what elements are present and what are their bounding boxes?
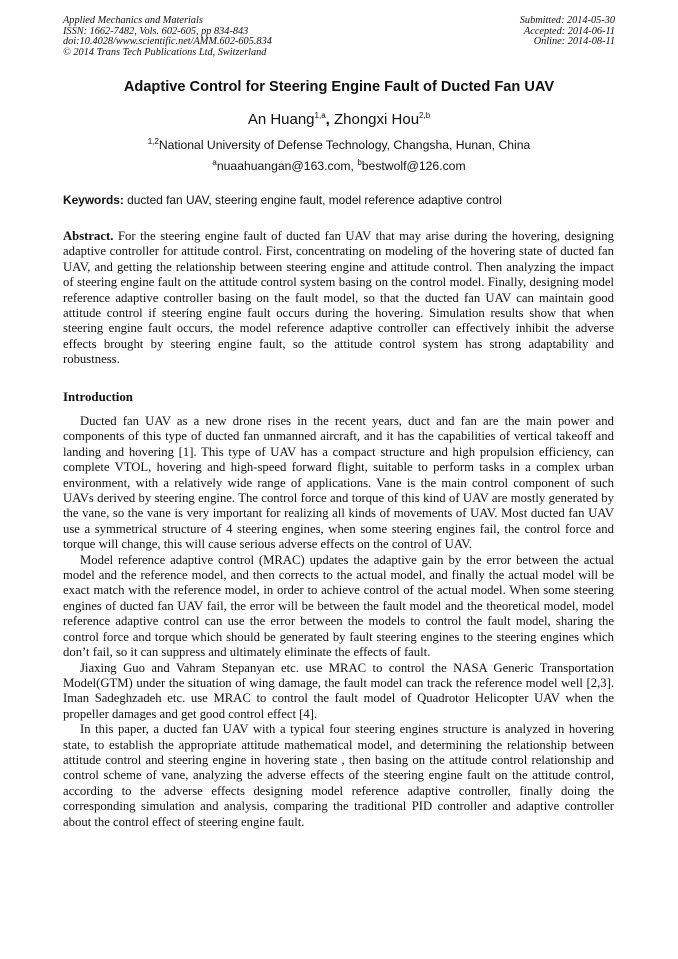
intro-paragraph: Jiaxing Guo and Vahram Stepanyan etc. use MRAC to control the NASA Generic Transportation Model(GTM) under the situation of wing damage, the fault model can track the reference model well [2,3]. Iman Sadeghzadeh etc. use MRAC to control the fault model of Quadrotor Helicopter UAV when the propeller damages and get good control effect [4]. — [63, 660, 614, 721]
author-emails — [0, 159, 678, 173]
author-2-name: Zhongxi Hou — [329, 111, 420, 128]
author-1-name: An Huang — [247, 111, 315, 128]
email-a-superscript: a — [212, 157, 217, 167]
intro-paragraph: Ducted fan UAV as a new drone rises in the recent years, duct and fan are the main power and components of this type of ducted fan unmanned aircraft, and it has the capabilities of vertical takeoff and landing and hovering [1]. This type of UAV has a compact structure and high propulsion efficiency, can complete VTOL, hovering and high-speed forward flight, suitable to perform tasks in a complex urban environment, with a relatively wide range of applications. Vane is the main control component of such UAVs derived by steering engine. The control force and torque of this kind of UAV are mostly generated by the vane, so the vane is very important for realizing all kinds of movements of UAV. Most ducted fan UAV use a symmetrical structure of 4 steering engines, when some steering engines fail, the control force and torque will change, this will cause serious adverse effects on the control of UAV. — [63, 414, 614, 552]
introduction-body — [63, 414, 614, 830]
abstract — [63, 229, 614, 368]
accepted-date: Accepted: 2014-06-11 — [523, 25, 615, 37]
introduction-heading: Introduction — [63, 390, 133, 404]
email-b-superscript: b — [357, 157, 362, 167]
affiliation-superscript: 1,2 — [147, 136, 159, 146]
journal-copyright: © 2014 Trans Tech Publications Ltd, Switzerland — [63, 46, 267, 58]
paper-title: Adaptive Control for Steering Engine Fault of Ducted Fan UAV — [123, 79, 555, 95]
journal-header-right — [520, 16, 615, 48]
affiliation-text: National University of Defense Technology, Changsha, Hunan, China — [158, 138, 531, 152]
intro-paragraph: In this paper, a ducted fan UAV with a typical four steering engines structure is analyzed in hovering state, to establish the appropriate attitude mathematical model, and determining the relationship between attitude control and steering engine in hovering state , then basing on the attitude control relationship and control scheme of vane, analyzing the adverse effects of the steering engine fault on the attitude control, according to the adverse effects designing model reference adaptive controller, finally doing the corresponding simulation and analysis, comparing the traditional PID controller and adaptive controller about the control effect of steering engine fault. — [63, 722, 614, 829]
affiliation — [0, 138, 678, 152]
email-b[interactable]: bestwolf@126.com — [361, 159, 466, 173]
journal-header-left — [63, 16, 272, 58]
abstract-label: Abstract. — [63, 229, 114, 243]
author-2-superscript: 2,b — [419, 111, 431, 120]
journal-doi[interactable]: doi:10.4028/www.scientific.net/AMM.602-605.834 — [63, 36, 272, 48]
author-line — [0, 111, 678, 128]
author-separator: , — [325, 111, 330, 128]
email-a[interactable]: nuaahuangan@163.com, — [216, 159, 358, 173]
author-1-superscript: 1,a — [314, 111, 326, 120]
journal-issn: ISSN: 1662-7482, Vols. 602-605, pp 834-843 — [63, 25, 249, 37]
intro-paragraph: Model reference adaptive control (MRAC) updates the adaptive gain by the error between the actual model and the reference model, and then corrects to the actual model, and finally the actual model will be exact match with the reference model, in order to achieve control of the actual model. When some steering engines of ducted fan UAV fail, the error will be between the fault model and the theoretical model, model reference adaptive control can use the error between the models to control the fault model, sharing the control force and torque which should be generated by fault steering engines to the steering engines which don’t fail, so it can suppress and ultimately eliminate the effects of fault. — [63, 552, 614, 660]
keywords — [63, 193, 502, 207]
submitted-date: Submitted: 2014-05-30 — [519, 15, 615, 26]
keywords-label: Keywords: — [63, 193, 124, 207]
abstract-text: For the steering engine fault of ducted fan UAV that may arise during the hovering, designing adaptive controller for attitude control. First, concentrating on modeling of the hovering state of ducted fan UAV, and getting the relationship between steering engine and attitude control. Then analyzing the impact of steering engine fault on the attitude control system basing on the control model. Finally, designing model reference adaptive controller basing on the fault model, so that the ducted fan UAV can maintain good attitude control if steering engine fault occurs during the hovering. Simulation results show that when steering engine fault occurs, the model reference adaptive controller can effectively inhibit the adverse effects brought by steering engine fault, so the attitude control system has strong adaptability and robustness. — [63, 229, 614, 367]
journal-name: Applied Mechanics and Materials — [63, 15, 203, 26]
online-date: Online: 2014-08-11 — [533, 36, 615, 48]
keywords-text: ducted fan UAV, steering engine fault, model reference adaptive control — [123, 193, 502, 207]
